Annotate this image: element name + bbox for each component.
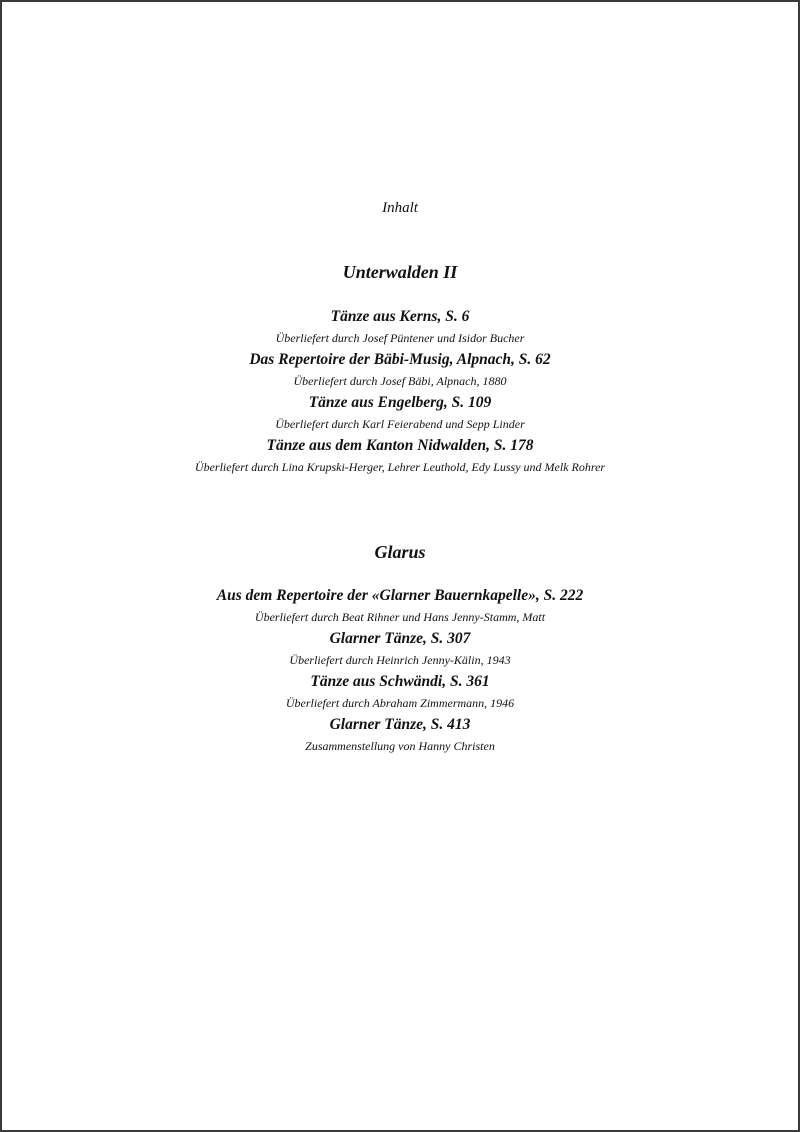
toc-entry-title: Das Repertoire der Bäbi-Musig, Alpnach, S. 62 bbox=[249, 351, 551, 368]
toc-entry-subtitle: Überliefert durch Heinrich Jenny-Kälin, 1943 bbox=[289, 653, 511, 667]
toc-entry-title: Tänze aus Kerns, S. 6 bbox=[330, 308, 470, 325]
section-entries-glarus bbox=[2, 585, 798, 757]
section-title-unterwalden: Unterwalden II bbox=[342, 262, 458, 282]
section-title-glarus: Glarus bbox=[374, 542, 426, 562]
toc-entry-title: Aus dem Repertoire der «Glarner Bauernkapelle», S. 222 bbox=[216, 587, 584, 604]
toc-entry-title: Tänze aus Engelberg, S. 109 bbox=[308, 394, 492, 411]
toc-entry-title: Glarner Tänze, S. 413 bbox=[329, 716, 471, 733]
toc-entry-subtitle: Überliefert durch Josef Püntener und Isidor Bucher bbox=[275, 331, 525, 345]
toc-entry-title: Glarner Tänze, S. 307 bbox=[329, 630, 471, 647]
toc-entry-subtitle: Überliefert durch Karl Feierabend und Sepp Linder bbox=[275, 417, 525, 431]
toc-title: Inhalt bbox=[382, 200, 418, 216]
toc-entry-subtitle: Überliefert durch Lina Krupski-Herger, Lehrer Leuthold, Edy Lussy und Melk Rohrer bbox=[194, 460, 606, 474]
toc-entry-subtitle: Überliefert durch Abraham Zimmermann, 1946 bbox=[285, 696, 515, 710]
toc-entry-subtitle: Überliefert durch Josef Bäbi, Alpnach, 1880 bbox=[293, 374, 507, 388]
section-entries-unterwalden bbox=[2, 306, 798, 478]
toc-entry-title: Tänze aus Schwändi, S. 361 bbox=[310, 673, 490, 690]
toc-entry-title: Tänze aus dem Kanton Nidwalden, S. 178 bbox=[266, 437, 534, 454]
toc-entry-subtitle: Zusammenstellung von Hanny Christen bbox=[305, 739, 495, 753]
toc-entry-subtitle: Überliefert durch Beat Rihner und Hans Jenny-Stamm, Matt bbox=[254, 610, 546, 624]
